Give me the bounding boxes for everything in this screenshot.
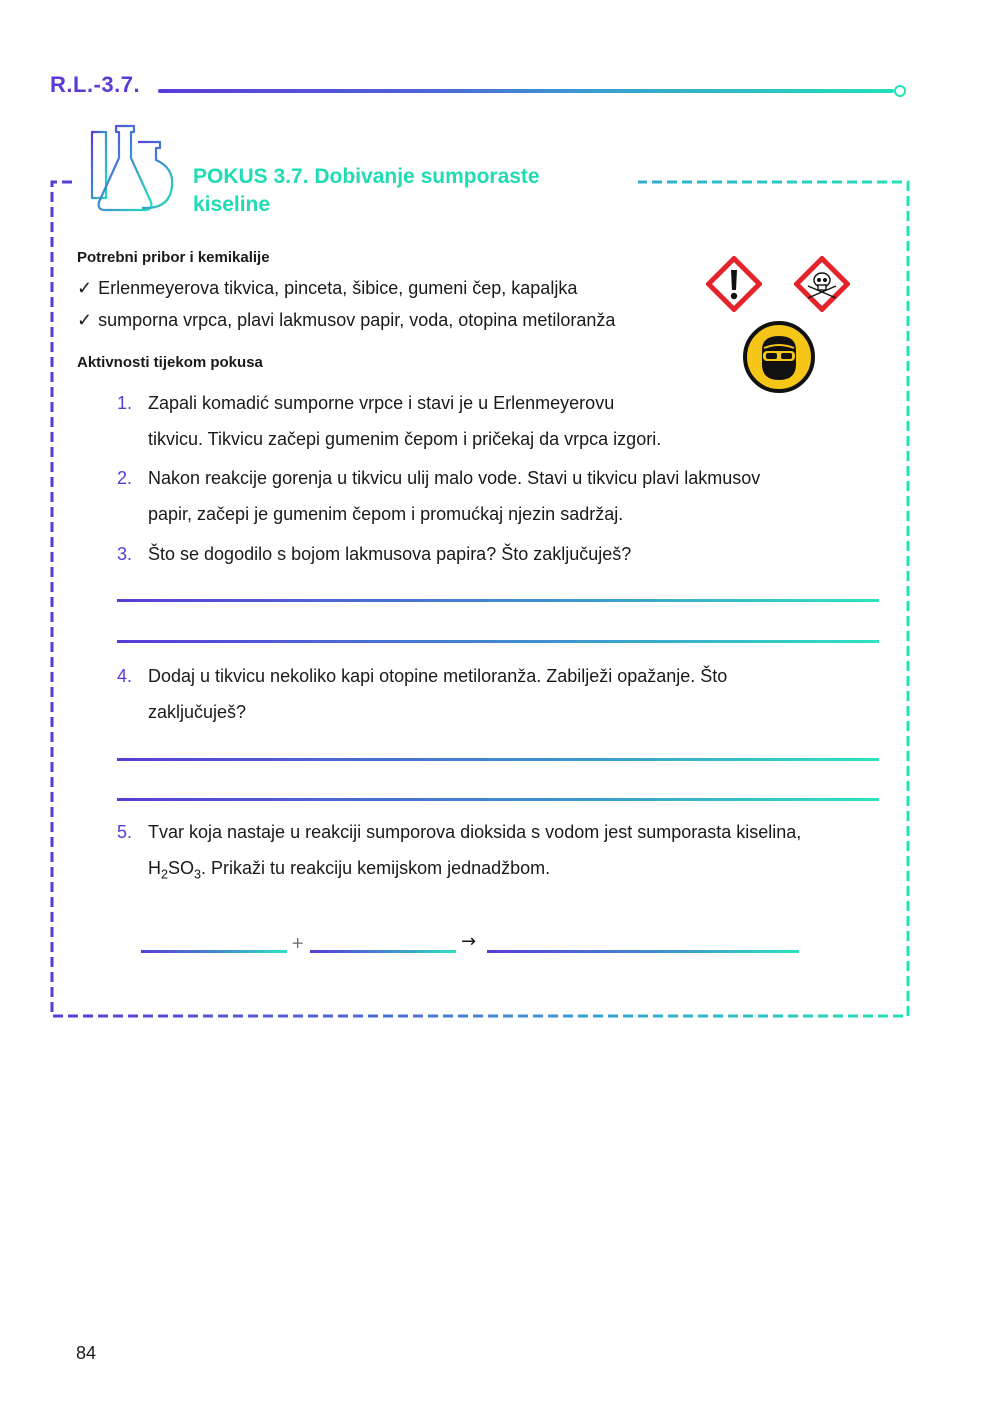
step-text-line: zaključuješ? [148, 702, 247, 722]
exclamation-hazard-icon [706, 256, 762, 312]
step-text-line: Nakon reakcije gorenja u tikvicu ulij malo vode. Stavi u tikvicu plavi lakmusov [148, 468, 761, 488]
step-number: 1. [117, 393, 133, 413]
step-item [117, 658, 887, 730]
step-text-line: Što se dogodilo s bojom lakmusova papira? Što zaključuješ? [148, 544, 632, 564]
equation-reactant-blank[interactable] [141, 950, 287, 953]
section-label: R.L.-3.7. [50, 72, 141, 97]
step-text-line: papir, začepi je gumenim čepom i promućkaj njezin sadržaj. [148, 504, 624, 524]
check-icon: ✓ [77, 310, 93, 330]
reaction-arrow-icon: → [461, 931, 477, 952]
activities-heading: Aktivnosti tijekom pokusa [77, 354, 263, 371]
step-text-rest: . Prikaži tu reakciju kemijskom jednadžbom. [201, 858, 551, 878]
step-item [117, 460, 887, 532]
experiment-title-line-1: POKUS 3.7. Dobivanje sumporaste [193, 165, 540, 188]
answer-line[interactable] [117, 640, 879, 643]
equipment-item [77, 278, 577, 299]
header-rule [158, 89, 894, 93]
formula-subscript: 3 [194, 867, 202, 882]
equipment-item-text: Erlenmeyerova tikvica, pinceta, šibice, gumeni čep, kapaljka [98, 278, 578, 298]
formula-so: SO [168, 858, 195, 878]
formula-h: H [148, 858, 161, 878]
plus-sign: + [291, 933, 305, 952]
step-text-line: Zapali komadić sumporne vrpce i stavi je u Erlenmeyerovu [148, 393, 615, 413]
experiment-title [193, 163, 613, 219]
step-item [117, 385, 887, 457]
step-item [117, 536, 887, 572]
header-rule-endpoint [894, 85, 906, 97]
equation-product-blank[interactable] [487, 950, 799, 953]
step-number: 2. [117, 468, 133, 488]
step-number: 3. [117, 544, 133, 564]
step-item [117, 814, 887, 893]
step-number: 4. [117, 666, 133, 686]
formula-subscript: 2 [161, 867, 169, 882]
equipment-item [77, 310, 615, 331]
equipment-heading: Potrebni pribor i kemikalije [77, 249, 270, 266]
experiment-title-line-2: kiseline [193, 193, 271, 216]
answer-line[interactable] [117, 798, 879, 801]
step-text-line: tikvicu. Tikvicu začepi gumenim čepom i pričekaj da vrpca izgori. [148, 429, 662, 449]
answer-line[interactable] [117, 758, 879, 761]
step-text-line: Tvar koja nastaje u reakciji sumporova dioksida s vodom jest sumporasta kiselina, [148, 822, 802, 842]
step-text-line: Dodaj u tikvicu nekoliko kapi otopine metiloranža. Zabilježi opažanje. Što [148, 666, 728, 686]
check-icon: ✓ [77, 278, 93, 298]
page-number: 84 [76, 1343, 97, 1363]
equipment-item-text: sumporna vrpca, plavi lakmusov papir, voda, otopina metiloranža [98, 310, 616, 330]
step-number: 5. [117, 822, 133, 842]
safety-goggles-icon [742, 320, 816, 394]
lab-flasks-icon [88, 122, 176, 214]
step-text-line-formula [148, 850, 887, 893]
answer-line[interactable] [117, 599, 879, 602]
skull-crossbones-hazard-icon [794, 256, 850, 312]
equation-reactant-blank[interactable] [310, 950, 456, 953]
